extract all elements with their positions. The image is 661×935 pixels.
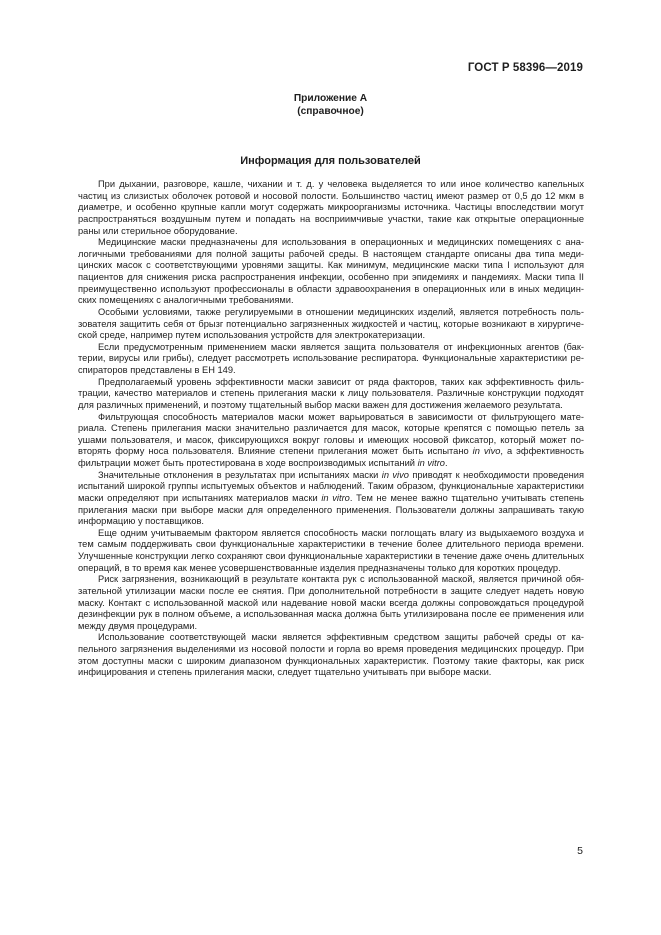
annex-heading — [0, 92, 661, 118]
paragraph-7: Значительные отклонения в результатах при испытаниях маски in vivo приводят к необходимости проведения испытаний широкой группы испытуемых объектов и наблюдений. Таким образом, функциональные характеристики маски определяют при испытаниях материалов маски in vitro. Тем не менее важно тщательно учитывать степень прилегания маски при выборе маски для определенного применения. Пользователи должны запрашивать такую информацию у поставщиков. — [78, 469, 584, 527]
paragraph-3: Особыми условиями, также регулируемыми в отношении медицинских изделий, является потребность пользователя защитить себя от брызг потенциально загрязненных жидкостей и частиц, которые возникают в хирургической среде, например путем использования устройств для электрокатеризации. — [78, 306, 584, 341]
document-standard-number: ГОСТ Р 58396—2019 — [467, 62, 583, 74]
paragraph-10: Использование соответствующей маски является эффективным средством защиты рабочей среды от капельного загрязнения выделениями из носовой полости и горла во время проведения медицинских процедур. При этом доступны маски с широким диапазоном функциональных характеристик. Поэтому такие факторы, как риск инфицирования и степень прилегания маски, следует тщательно учитывать при выборе маски. — [78, 632, 584, 678]
paragraph-9: Риск загрязнения, возникающий в результате контакта рук с использованной маской, является причиной обязательной утилизации маски после ее снятия. При дополнительной потребности в защите следует надеть новую маску. Контакт с использованной маской или надевание новой маски всегда должны сопровождаться процедурой дезинфекции рук в полном объеме, а использованная маска должна быть утилизирована после ее применения или между двумя процедурами. — [78, 574, 584, 631]
paragraph-1: При дыхании, разговоре, кашле, чихании и т. д. у человека выделяется то или иное количество капельных частиц из слизистых оболочек ротовой и носовой полости. Большинство частиц имеют размер от 0,5 до 12 мкм в диаметре, и особенно крупные капли могут содержать микроорганизмы источника. Частицы впоследствии могут распространяться воздушным путем и попадать на восприимчивые участки, такие как открытые операционные раны или стерильное оборудование. — [78, 179, 584, 236]
paragraph-2: Медицинские маски предназначены для использования в операционных и медицинских помещениях с аналогичными требованиями для полной защиты рабочей среды. В настоящем стандарте описаны два типа медицинских масок с соответствующими уровнями защиты. Как минимум, медицинские маски типа I используют для пациентов для снижения риска распространения инфекции, особенно при эпидемиях и пандемиях. Маски типа II преимущественно используют профессионалы в области здравоохранения в операционных или в иных медицинских помещениях с аналогичными требованиями. — [78, 237, 584, 306]
paragraph-6: Фильтрующая способность материалов маски может варьироваться в зависимости от фильтрующего материала. Степень прилегания маски значительно различается для масок, которые крепятся с помощью петель за ушами пользователя, и масок, фиксирующихся вокруг головы и имеющих носовой фиксатор, который может повторять форму носа пользователя. Влияние степени прилегания может быть испытано in vivo, а эффективность фильтрации может быть протестирована в ходе воспроизводимых испытаний in vitro. — [78, 411, 585, 468]
paragraph-4: Если предусмотренным применением маски является защита пользователя от инфекционных агентов (бактерии, вирусы или грибы), следует рассмотреть использование респиратора. Функциональные характеристики респираторов представлены в ЕН 149. — [78, 341, 584, 375]
annex-title: Приложение А — [293, 93, 368, 104]
page-number: 5 — [577, 845, 583, 857]
paragraph-8: Еще одним учитываемым фактором является способность маски поглощать влагу из выдыхаемого воздуха и тем самым поддерживать свои функциональные характеристики в течение более длительного периода времени. Улучшенные конструкции легко сохраняют свои функциональные характеристики в течение даже очень длительных операций, в то время как менее усовершенствованные изделия предназначены только для коротких процедур. — [78, 527, 584, 573]
body-text — [78, 179, 584, 679]
section-title: Информация для пользователей — [240, 155, 421, 167]
annex-kind: (справочное) — [297, 106, 364, 117]
paragraph-5: Предполагаемый уровень эффективности маски зависит от ряда факторов, таких как эффективность фильтрации, качество материалов и степень прилегания маски к лицу пользователя. Различные конструкции подходят для различных применений, и поэтому тщательный выбор маски важен для достижения желаемого результата. — [78, 376, 584, 410]
